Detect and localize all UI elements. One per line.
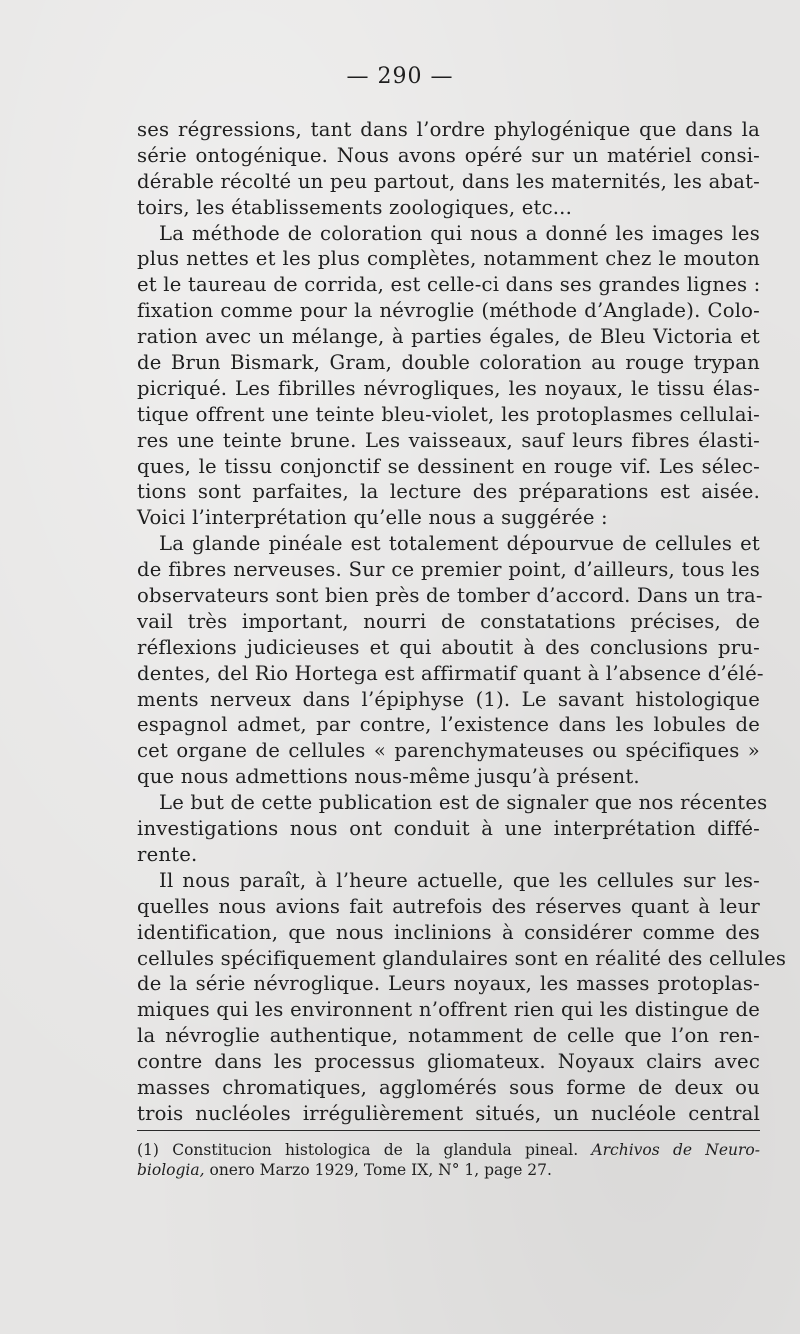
text-line: masses chromatiques, agglomérés sous forme de deux ou — [137, 1075, 760, 1099]
text-line: de la série névroglique. Leurs noyaux, les masses protoplas- — [137, 972, 760, 996]
text-line: investigations nous ont conduit à une interprétation diffé- — [137, 817, 760, 841]
text-line: la névroglie authentique, notamment de celle que l’on ren- — [137, 1024, 760, 1048]
text-line: ration avec un mélange, à parties égales, de Bleu Victoria et — [137, 325, 760, 349]
footnote-line-2 — [137, 1161, 760, 1181]
text-line: identification, que nous inclinions à considérer comme des — [137, 920, 760, 944]
text-line: série ontogénique. Nous avons opéré sur un matériel consi- — [137, 143, 760, 167]
text-line: vail très important, nourri de constatations précises, de — [137, 609, 760, 633]
footnote — [137, 1141, 760, 1180]
body-text — [137, 117, 787, 1127]
text-line: tique offrent une teinte bleu-violet, les protoplasmes cellulai- — [137, 402, 760, 426]
text-line: Il nous paraît, à l’heure actuelle, que les cellules sur les- — [159, 868, 760, 892]
text-line: dérable récolté un peu partout, dans les maternités, les abat- — [137, 169, 760, 193]
text-line: ques, le tissu conjonctif se dessinent en rouge vif. Les sélec- — [137, 454, 760, 478]
text-line: de Brun Bismark, Gram, double coloration au rouge trypan — [137, 351, 760, 375]
text-line: et le taureau de corrida, est celle-ci dans ses grandes lignes : — [137, 273, 761, 297]
text-line: Voici l’interprétation qu’elle nous a suggérée : — [137, 506, 608, 530]
text-line: quelles nous avions fait autrefois des réserves quant à leur — [137, 894, 760, 918]
text-line: observateurs sont bien près de tomber d’accord. Dans un tra- — [137, 584, 763, 608]
text-line: plus nettes et les plus complètes, notamment chez le mouton — [137, 247, 760, 271]
text-line: réflexions judicieuses et qui aboutit à des conclusions pru- — [137, 635, 760, 659]
text-line: cet organe de cellules « parenchymateuses ou spécifiques » — [137, 739, 760, 763]
text-line: cellules spécifiquement glandulaires sont en réalité des cellules — [137, 946, 787, 970]
text-line: espagnol admet, par contre, l’existence dans les lobules de — [137, 713, 760, 737]
text-line: trois nucléoles irrégulièrement situés, un nucléole central — [137, 1101, 760, 1125]
footnote-divider — [137, 1130, 760, 1131]
text-line: fixation comme pour la névroglie (méthode d’Anglade). Colo- — [137, 299, 760, 323]
text-line: La glande pinéale est totalement dépourvue de cellules et — [159, 532, 760, 556]
text-line: tions sont parfaites, la lecture des préparations est aisée. — [137, 480, 760, 504]
footnote-citation-text: Constitucion histologica de la glandula pineal. — [158, 1141, 592, 1159]
footnote-line-1 — [137, 1141, 760, 1161]
text-line: ments nerveux dans l’épiphyse (1). Le savant histologique — [137, 687, 760, 711]
page-number: — 290 — — [346, 64, 454, 89]
text-line: dentes, del Rio Hortega est affirmatif quant à l’absence d’élé- — [137, 661, 764, 685]
footnote-citation-details: onero Marzo 1929, Tome IX, N° 1, page 27. — [204, 1160, 552, 1179]
text-line: toirs, les établissements zoologiques, etc... — [137, 195, 573, 219]
footnote-marker: (1) — [137, 1141, 159, 1159]
text-line: La méthode de coloration qui nous a donné les images les — [159, 221, 760, 245]
text-line: miques qui les environnent n’offrent rien qui les distingue de — [137, 998, 760, 1022]
text-line: de fibres nerveuses. Sur ce premier point, d’ailleurs, tous les — [137, 558, 760, 582]
text-line: picriqué. Les fibrilles névrogliques, les noyaux, le tissu élas- — [137, 376, 760, 400]
text-line: que nous admettions nous-même jusqu’à présent. — [137, 765, 640, 789]
footnote-journal-title-cont: biologia, — [137, 1160, 205, 1179]
text-line: contre dans les processus gliomateux. Noyaux clairs avec — [137, 1050, 760, 1074]
text-line: Le but de cette publication est de signaler que nos récentes — [159, 791, 768, 815]
text-line: ses régressions, tant dans l’ordre phylogénique que dans la — [137, 118, 760, 141]
text-line: res une teinte brune. Les vaisseaux, sauf leurs fibres élasti- — [137, 428, 760, 452]
footnote-journal-title: Archivos de Neuro- — [591, 1141, 760, 1159]
text-line: rente. — [137, 842, 198, 866]
